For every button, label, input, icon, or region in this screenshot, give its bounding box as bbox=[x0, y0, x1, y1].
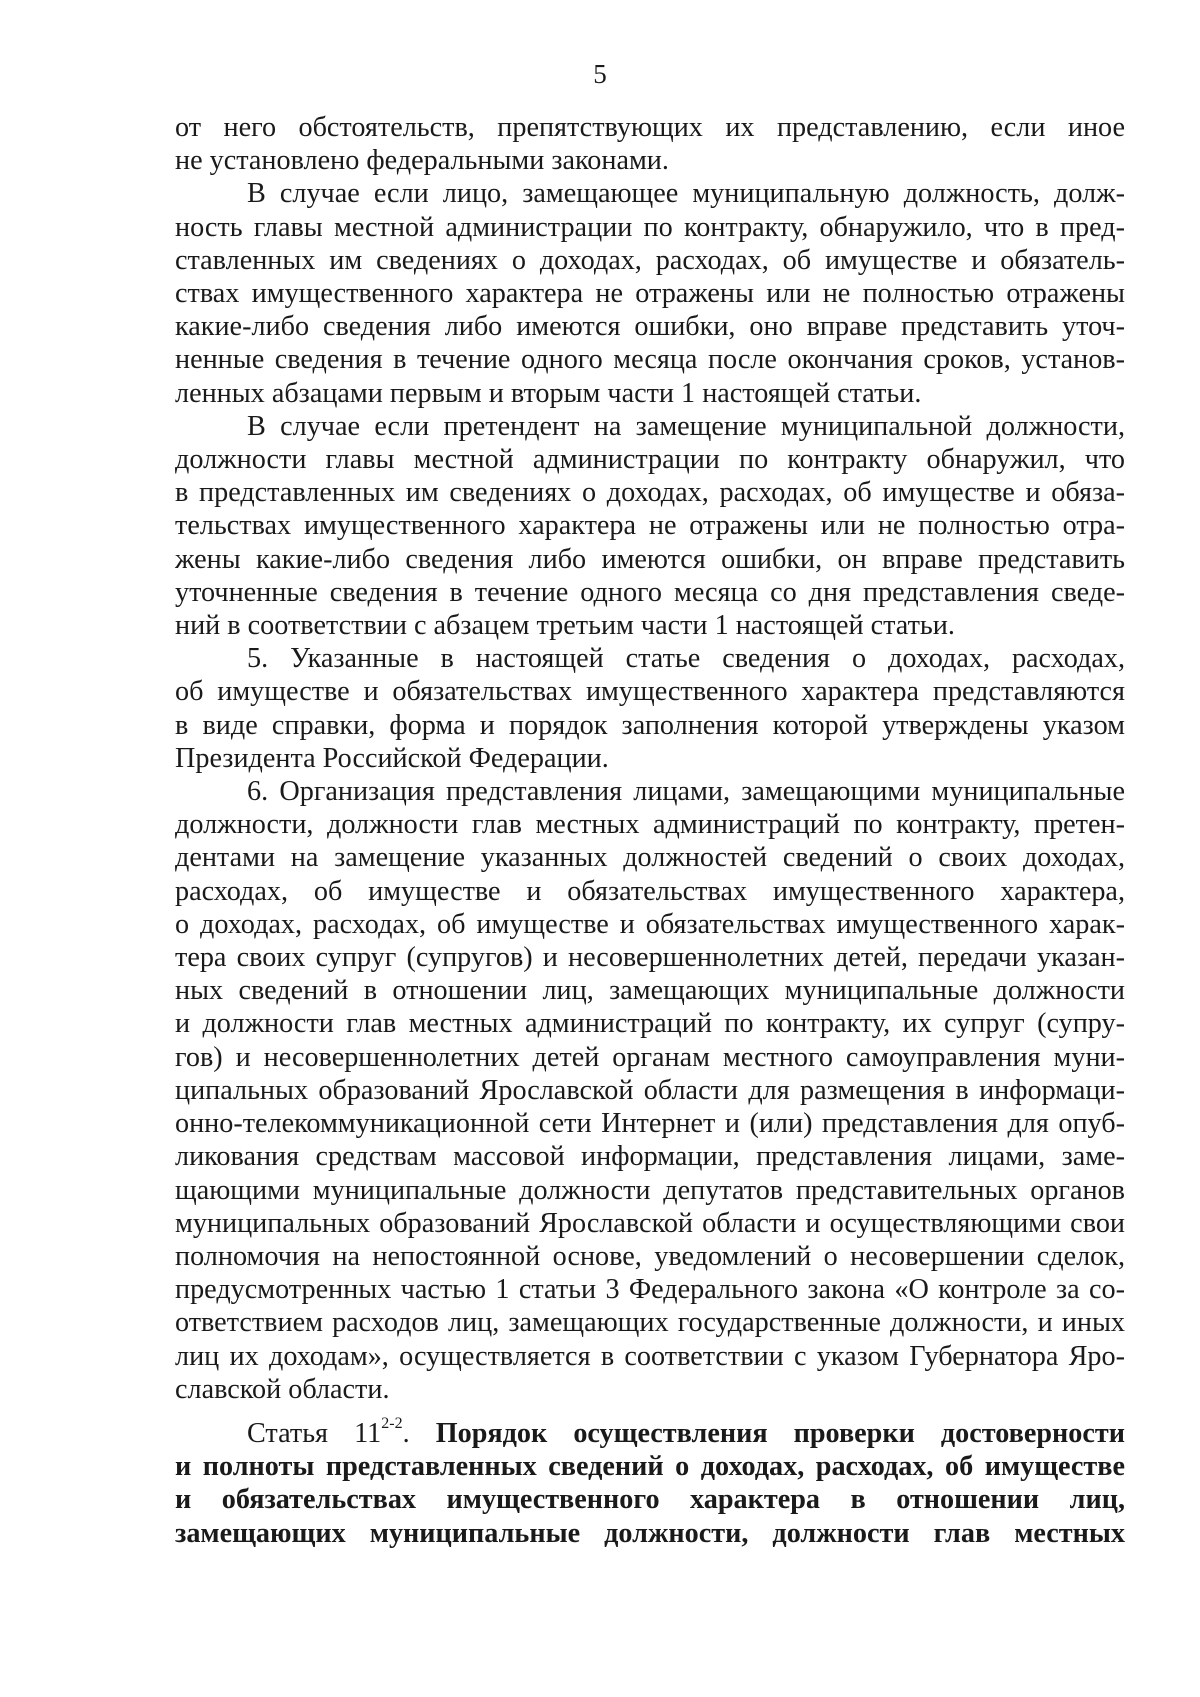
text-line: ненные сведения в течение одного месяца после окончания сроков, установ- bbox=[175, 344, 1125, 376]
text-line: в виде справки, форма и порядок заполнения которой утверждены указом bbox=[175, 709, 1125, 741]
text-line: 5. Указанные в настоящей статье сведения о доходах, расходах, bbox=[247, 643, 1125, 675]
text-line: щающими муниципальные должности депутатов представительных органов bbox=[175, 1174, 1125, 1206]
text-line: об имуществе и обязательствах имущественного характера представляются bbox=[175, 676, 1125, 708]
text-line: славской области. bbox=[175, 1373, 390, 1405]
article-title-line: Порядок осуществления проверки достоверности bbox=[435, 1418, 1125, 1449]
text-line: гов) и несовершеннолетних детей органам местного самоуправления муни- bbox=[175, 1041, 1125, 1073]
text-line: жены какие-либо сведения либо имеются ошибки, он вправе представить bbox=[175, 543, 1125, 575]
text-line: в представленных им сведениях о доходах, расходах, об имуществе и обяза- bbox=[175, 477, 1125, 509]
article-heading bbox=[175, 1417, 1125, 1550]
paragraph-corrected-info-candidate bbox=[175, 410, 1125, 642]
article-label: Статья bbox=[247, 1418, 329, 1449]
text-line: уточненные сведения в течение одного месяца со дня представления сведе- bbox=[175, 576, 1125, 608]
paragraph-continuation bbox=[175, 111, 1125, 177]
paragraph-corrected-info-official bbox=[175, 177, 1125, 409]
article-number-superscript: 2-2 bbox=[381, 1415, 403, 1432]
text-line: тера своих супруг (супругов) и несовершеннолетних детей, передачи указан- bbox=[175, 942, 1125, 974]
text-line: 6. Организация представления лицами, замещающими муниципальные bbox=[247, 776, 1125, 808]
paragraph-item-5 bbox=[175, 642, 1125, 775]
text-line: онно-телекоммуникационной сети Интернет и (или) представления для опуб- bbox=[175, 1108, 1125, 1140]
text-line: тельствах имущественного характера не отражены или не полностью отра- bbox=[175, 510, 1125, 542]
text-line: дентами на замещение указанных должностей сведений о своих доходах, bbox=[175, 842, 1125, 874]
document-body bbox=[175, 111, 1125, 1406]
article-title-line: и полноты представленных сведений о доходах, расходах, об имуществе bbox=[175, 1451, 1125, 1483]
text-line: ных сведений в отношении лиц, замещающих муниципальные должности bbox=[175, 975, 1125, 1007]
page-number: 5 bbox=[593, 59, 607, 89]
text-line: ципальных образований Ярославской области для размещения в информаци- bbox=[175, 1074, 1125, 1106]
text-line: не установлено федеральными законами. bbox=[175, 145, 669, 177]
paragraph-item-6 bbox=[175, 775, 1125, 1406]
text-line: и должности глав местных администраций по контракту, их супруг (супру- bbox=[175, 1008, 1125, 1040]
text-line: предусмотренных частью 1 статьи 3 Федерального закона «О контроле за со- bbox=[175, 1274, 1125, 1306]
text-line: муниципальных образований Ярославской области и осуществляющими свои bbox=[175, 1207, 1125, 1239]
text-line: должности главы местной администрации по контракту обнаружил, что bbox=[175, 444, 1125, 476]
text-line: В случае если претендент на замещение муниципальной должности, bbox=[247, 410, 1125, 442]
text-line: полномочия на непостоянной основе, уведомлений о несовершении сделок, bbox=[175, 1240, 1125, 1272]
text-line: ответствием расходов лиц, замещающих государственные должности, и иных bbox=[175, 1307, 1125, 1339]
text-line: ленных абзацами первым и вторым части 1 настоящей статьи. bbox=[175, 377, 922, 409]
text-line: ставленных им сведениях о доходах, расходах, об имуществе и обязатель- bbox=[175, 244, 1125, 276]
text-line: Президента Российской Федерации. bbox=[175, 742, 609, 774]
text-line: ствах имущественного характера не отражены или не полностью отражены bbox=[175, 278, 1125, 310]
text-line: В случае если лицо, замещающее муниципальную должность, долж- bbox=[247, 178, 1125, 210]
article-title-line: замещающих муниципальные должности, должности глав местных bbox=[175, 1517, 1125, 1549]
text-line: расходах, об имуществе и обязательствах имущественного характера, bbox=[175, 875, 1125, 907]
text-line: ликования средствам массовой информации, представления лицами, заме- bbox=[175, 1141, 1125, 1173]
text-line: ность главы местной администрации по контракту, обнаружило, что в пред- bbox=[175, 211, 1125, 243]
text-line: лиц их доходам», осуществляется в соответствии с указом Губернатора Яро- bbox=[175, 1340, 1125, 1372]
text-line: ний в соответствии с абзацем третьим части 1 настоящей статьи. bbox=[175, 610, 955, 642]
text-line: от него обстоятельств, препятствующих их представлению, если иное bbox=[175, 112, 1125, 143]
article-number: 11$^{2-2}$. bbox=[354, 1415, 410, 1449]
text-line: какие-либо сведения либо имеются ошибки, оно вправе представить уточ- bbox=[175, 311, 1125, 343]
article-title-line: и обязательствах имущественного характера в отношении лиц, bbox=[175, 1484, 1125, 1516]
text-line: о доходах, расходах, об имуществе и обязательствах имущественного харак- bbox=[175, 908, 1125, 940]
text-line: должности, должности глав местных администраций по контракту, претен- bbox=[175, 809, 1125, 841]
